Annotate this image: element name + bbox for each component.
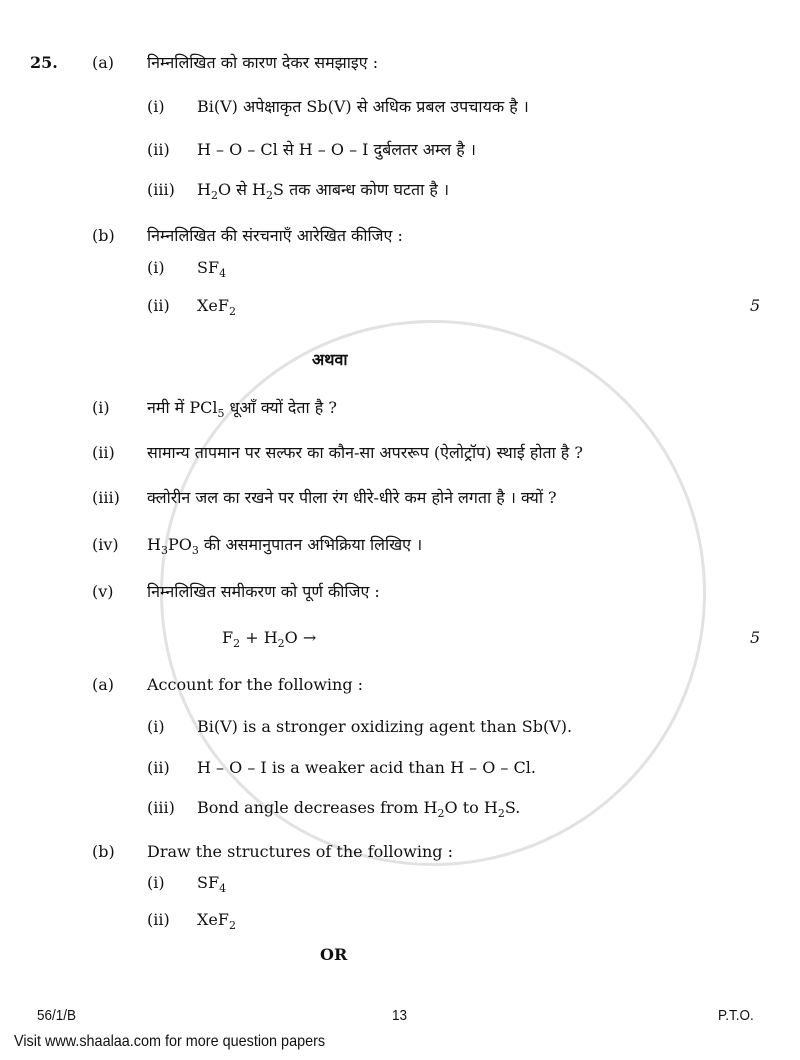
item-text	[197, 296, 236, 316]
text-run: + H	[240, 628, 278, 647]
subscript: 3	[160, 544, 168, 557]
item-label: (iii)	[147, 798, 175, 817]
text-run: H	[147, 535, 161, 554]
subscript: 2	[277, 637, 285, 650]
item-label: (i)	[147, 97, 165, 116]
item-text	[197, 180, 449, 200]
part-label: (b)	[92, 842, 115, 861]
subscript: 2	[228, 305, 236, 318]
question-number: 25.	[30, 53, 58, 72]
text-run: O →	[284, 628, 317, 647]
text-run: Draw the structures of the following :	[147, 842, 453, 861]
text-run: F	[222, 628, 234, 647]
item-label: (i)	[147, 873, 165, 892]
item-text	[147, 443, 583, 463]
item-text	[197, 758, 536, 778]
part-label: (a)	[92, 675, 115, 694]
visit-link[interactable]: Visit www.shaalaa.com for more question papers	[14, 1033, 326, 1050]
item-text	[197, 717, 572, 737]
item-text	[147, 535, 422, 555]
part-text	[147, 226, 403, 246]
text-run: धूआँ क्यों देता है ?	[224, 398, 337, 417]
item-text	[197, 97, 529, 117]
item-text	[197, 140, 476, 160]
item-text	[147, 582, 380, 602]
text-run: नमी में PCl	[147, 398, 218, 417]
subscript: 2	[437, 807, 445, 820]
page-number: 13	[392, 1007, 408, 1024]
paper-code: 56/1/B	[37, 1007, 77, 1024]
marks: 5	[750, 296, 761, 315]
text-run: Account for the following :	[147, 675, 364, 694]
item-label: (i)	[147, 717, 165, 736]
item-label: (ii)	[147, 296, 170, 315]
item-text	[197, 798, 520, 818]
text-run: SF	[197, 258, 220, 277]
subscript: 4	[219, 267, 227, 280]
text-run: PO	[167, 535, 192, 554]
text-run: XeF	[197, 910, 229, 929]
text-run: सामान्य तापमान पर सल्फर का कौन-सा अपररूप (ऐलोट्रॉप) स्थाई होता है ?	[147, 443, 583, 462]
item-text	[197, 910, 236, 930]
part-text	[147, 675, 363, 695]
item-label: (ii)	[147, 758, 170, 777]
subscript: 2	[233, 637, 241, 650]
item-text	[147, 488, 557, 508]
subscript: 2	[497, 807, 505, 820]
text-run: S.	[504, 798, 521, 817]
subscript: 5	[217, 407, 225, 420]
item-label: (ii)	[147, 910, 170, 929]
subscript: 2	[228, 919, 236, 932]
item-label: (i)	[92, 398, 110, 417]
text-run: H – O – I is a weaker acid than H – O – Cl.	[197, 758, 536, 777]
subscript: 2	[266, 189, 274, 202]
subscript: 2	[210, 189, 218, 202]
marks: 5	[750, 628, 761, 647]
subscript: 3	[191, 544, 199, 557]
part-text	[147, 53, 378, 73]
text-run: निम्नलिखित की संरचनाएँ आरेखित कीजिए :	[147, 226, 403, 245]
pto: P.T.O.	[718, 1007, 754, 1024]
item-label: (v)	[92, 582, 114, 601]
text-run: निम्नलिखित समीकरण को पूर्ण कीजिए :	[147, 582, 380, 601]
text-run: O to H	[444, 798, 498, 817]
part-label: (a)	[92, 53, 115, 72]
text-run: की असमानुपातन अभिक्रिया लिखिए ।	[198, 535, 423, 554]
item-text	[147, 398, 337, 418]
text-run: S तक आबन्ध कोण घटता है ।	[273, 180, 450, 199]
item-label: (iv)	[92, 535, 119, 554]
text-run: SF	[197, 873, 220, 892]
text-run: H	[197, 180, 211, 199]
or-heading: अथवा	[312, 350, 348, 369]
item-label: (ii)	[92, 443, 115, 462]
text-run: क्लोरीन जल का रखने पर पीला रंग धीरे-धीरे कम होने लगता है । क्यों ?	[147, 488, 557, 507]
text-run: O से H	[217, 180, 267, 199]
text-run: निम्नलिखित को कारण देकर समझाइए :	[147, 53, 379, 72]
text-run: H – O – Cl से H – O – I दुर्बलतर अम्ल है ।	[197, 140, 476, 159]
part-text	[147, 842, 453, 862]
text-run: XeF	[197, 296, 229, 315]
subscript: 4	[219, 882, 227, 895]
text-run: Bond angle decreases from H	[197, 798, 438, 817]
or-heading: OR	[320, 945, 348, 964]
text-run: Bi(V) अपेक्षाकृत Sb(V) से अधिक प्रबल उपचायक है ।	[197, 97, 529, 116]
item-text	[197, 258, 226, 278]
item-label: (ii)	[147, 140, 170, 159]
item-label: (i)	[147, 258, 165, 277]
item-label: (iii)	[147, 180, 175, 199]
item-label: (iii)	[92, 488, 120, 507]
item-text	[197, 873, 226, 893]
text-run: Bi(V) is a stronger oxidizing agent than Sb(V).	[197, 717, 573, 736]
part-label: (b)	[92, 226, 115, 245]
equation	[222, 628, 316, 648]
